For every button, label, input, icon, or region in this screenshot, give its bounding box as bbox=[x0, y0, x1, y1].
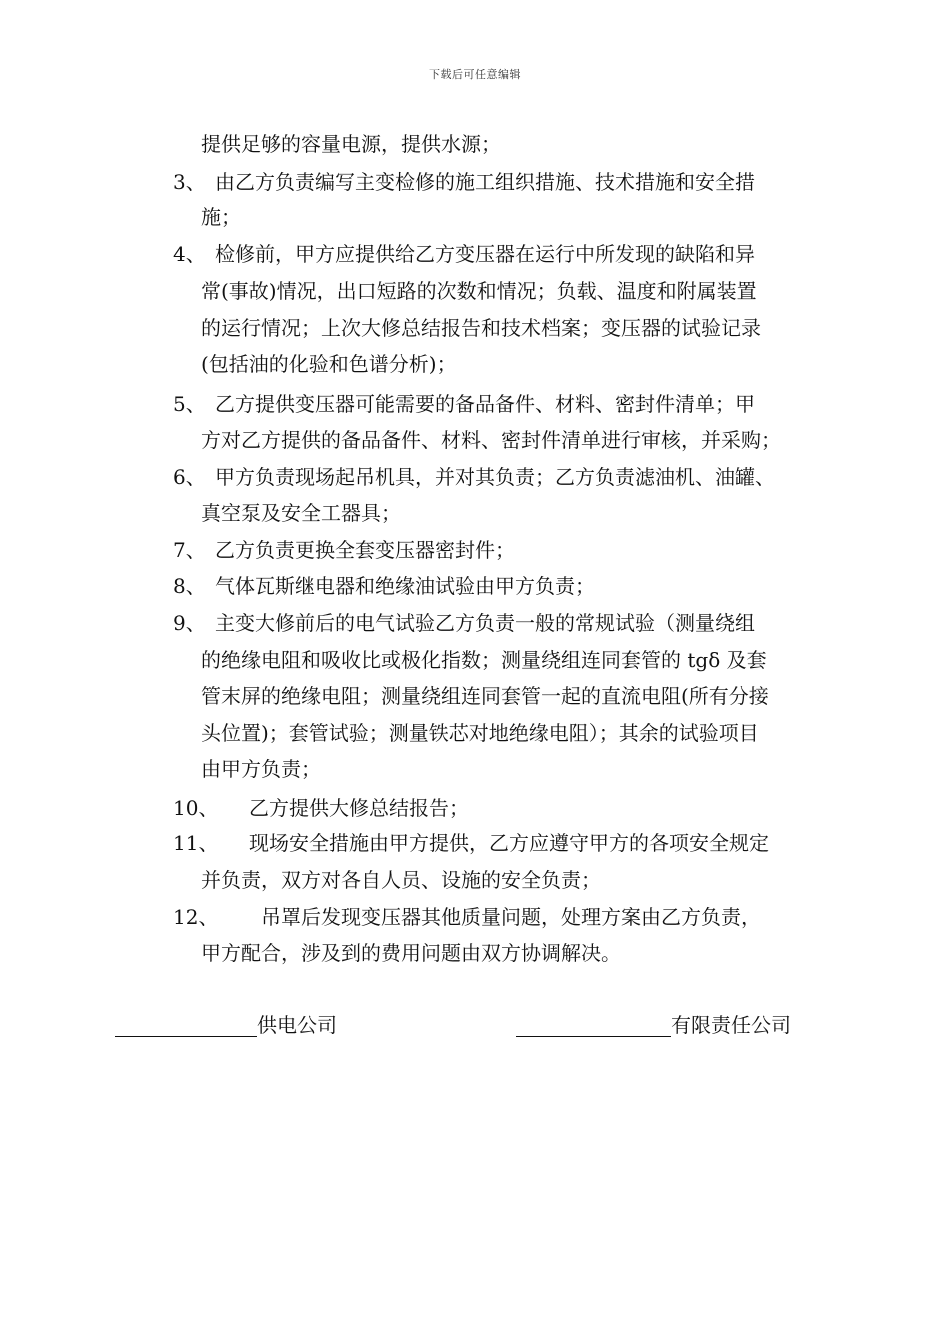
item-line: 吊罩后发现变压器其他质量问题，处理方案由乙方负责， bbox=[261, 905, 761, 929]
signature-left-label: 供电公司 bbox=[257, 1013, 337, 1037]
item-line: 乙方提供变压器可能需要的备品备件、材料、密封件清单；甲 bbox=[215, 392, 755, 416]
signature-left bbox=[115, 1013, 337, 1037]
item-number: 9、 bbox=[173, 611, 206, 635]
item-number: 6、 bbox=[173, 465, 206, 489]
item-number: 11、 bbox=[173, 831, 219, 855]
item-number: 8、 bbox=[173, 574, 206, 598]
signature-blank-line bbox=[115, 1016, 257, 1037]
item-number: 12、 bbox=[173, 905, 219, 929]
item-line: 甲方配合，涉及到的费用问题由双方协调解决。 bbox=[201, 941, 621, 965]
signature-right bbox=[516, 1013, 791, 1037]
page-header: 下载后可任意编辑 bbox=[429, 68, 521, 81]
item-line: 检修前，甲方应提供给乙方变压器在运行中所发现的缺陷和异 bbox=[215, 242, 755, 266]
item-line: 气体瓦斯继电器和绝缘油试验由甲方负责； bbox=[215, 574, 595, 598]
item-line: 乙方负责更换全套变压器密封件； bbox=[215, 538, 515, 562]
signature-blank-line bbox=[516, 1016, 671, 1037]
item-line: 乙方提供大修总结报告； bbox=[249, 796, 469, 820]
item-number: 7、 bbox=[173, 538, 206, 562]
item-number: 10、 bbox=[173, 796, 219, 820]
item-line: 由乙方负责编写主变检修的施工组织措施、技术措施和安全措 bbox=[215, 170, 755, 194]
signature-right-label: 有限责任公司 bbox=[671, 1013, 791, 1037]
item-number: 3、 bbox=[173, 170, 206, 194]
item-line: 头位置)；套管试验；测量铁芯对地绝缘电阻）；其余的试验项目 bbox=[201, 721, 759, 745]
item-line: 方对乙方提供的备品备件、材料、密封件清单进行审核，并采购； bbox=[201, 428, 781, 452]
item-line: 主变大修前后的电气试验乙方负责一般的常规试验（测量绕组 bbox=[215, 611, 755, 635]
item-line: (包括油的化验和色谱分析)； bbox=[201, 352, 457, 376]
item-line: 常(事故)情况，出口短路的次数和情况；负载、温度和附属装置 bbox=[201, 279, 757, 303]
item-line: 由甲方负责； bbox=[201, 757, 321, 781]
item-line: 提供足够的容量电源，提供水源； bbox=[201, 132, 501, 156]
item-line: 的绝缘电阻和吸收比或极化指数；测量绕组连同套管的 tgδ 及套 bbox=[201, 648, 767, 672]
item-line: 管末屏的绝缘电阻；测量绕组连同套管一起的直流电阻(所有分接 bbox=[201, 684, 769, 708]
item-line: 的运行情况；上次大修总结报告和技术档案；变压器的试验记录 bbox=[201, 316, 761, 340]
item-line: 甲方负责现场起吊机具，并对其负责；乙方负责滤油机、油罐、 bbox=[215, 465, 775, 489]
item-line: 真空泵及安全工器具； bbox=[201, 501, 401, 525]
item-line: 并负责，双方对各自人员、设施的安全负责； bbox=[201, 868, 601, 892]
item-number: 4、 bbox=[173, 242, 206, 266]
item-line: 施； bbox=[201, 205, 241, 229]
item-line: 现场安全措施由甲方提供，乙方应遵守甲方的各项安全规定 bbox=[249, 831, 769, 855]
item-number: 5、 bbox=[173, 392, 206, 416]
